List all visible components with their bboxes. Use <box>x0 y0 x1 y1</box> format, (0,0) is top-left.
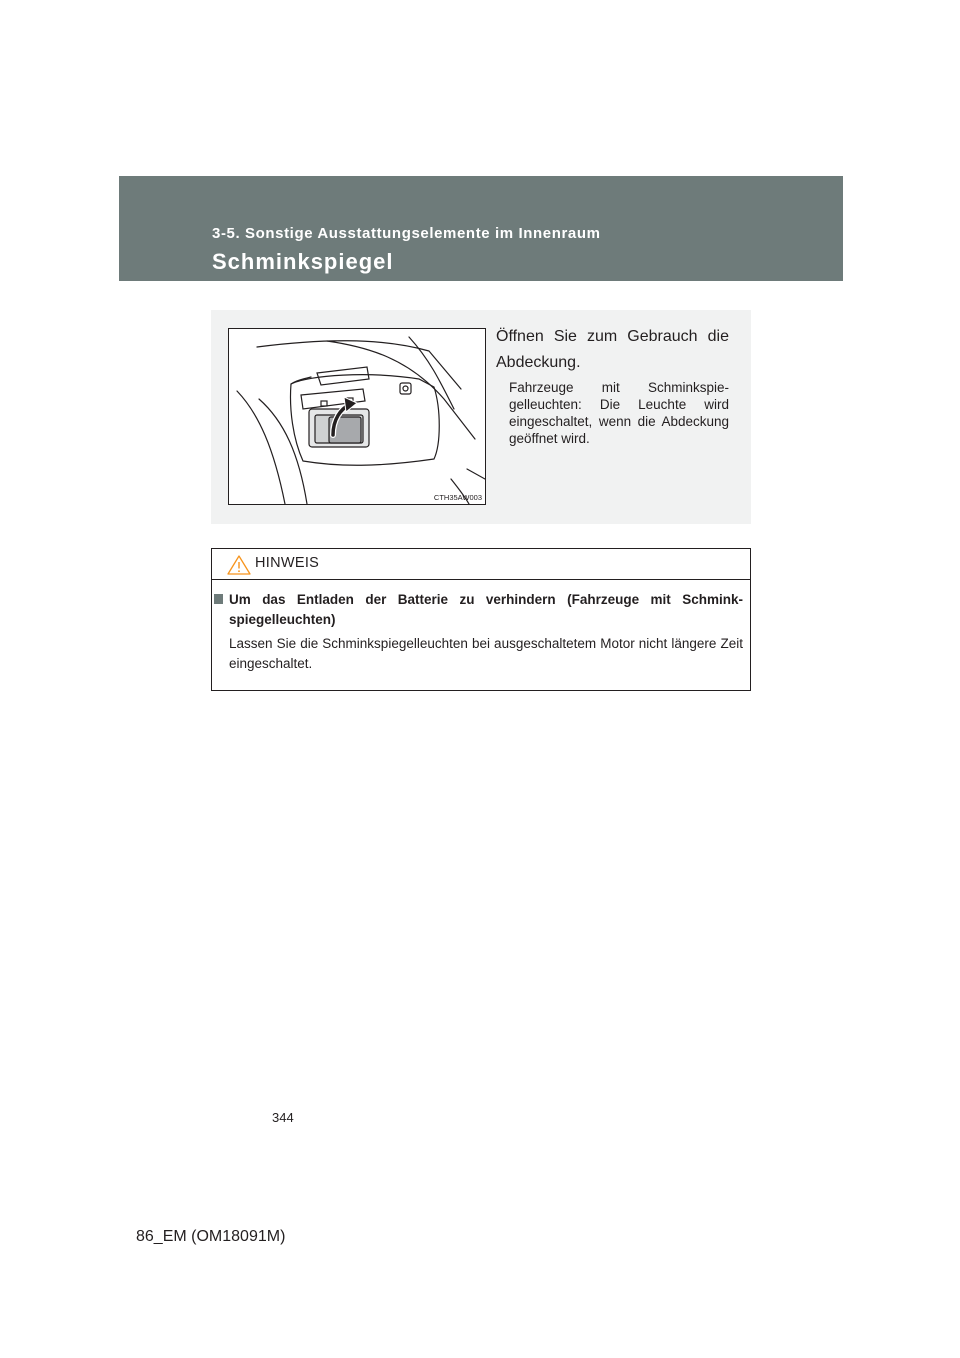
figure-code: CTH35AW003 <box>433 493 482 502</box>
notice-subtitle: Um das Entladen der Batterie zu verhindern (Fahrzeuge mit Schmink-spiegelleuchten) <box>229 592 743 627</box>
notice-title: HINWEIS <box>255 555 320 571</box>
section-header <box>119 176 843 281</box>
note-text: Fahrzeuge mit Schminkspie-gelleuchten: Die Leuchte wird eingeschaltet, wenn die Abdeckung geöffnet wird. <box>509 380 729 446</box>
vanity-mirror-illustration <box>229 329 485 504</box>
instruction-panel <box>211 310 751 524</box>
vanity-mirror-figure <box>228 328 486 505</box>
bullet-square-icon <box>214 594 223 604</box>
notice-header <box>212 549 750 580</box>
section-label: 3-5. Sonstige Ausstattungselemente im Innenraum <box>212 225 601 242</box>
notice-body: Lassen Sie die Schminkspiegelleuchten bei ausgeschaltetem Motor nicht längere Zeit eingeschaltet. <box>229 636 743 671</box>
document-code: 86_EM (OM18091M) <box>136 1228 286 1245</box>
page-title: Schminkspiegel <box>212 249 394 274</box>
notice-box <box>211 548 751 691</box>
step-text: Öffnen Sie zum Gebrauch die Abdeckung. <box>496 328 729 371</box>
warning-triangle-icon <box>227 555 251 575</box>
page-number: 344 <box>272 1110 294 1125</box>
